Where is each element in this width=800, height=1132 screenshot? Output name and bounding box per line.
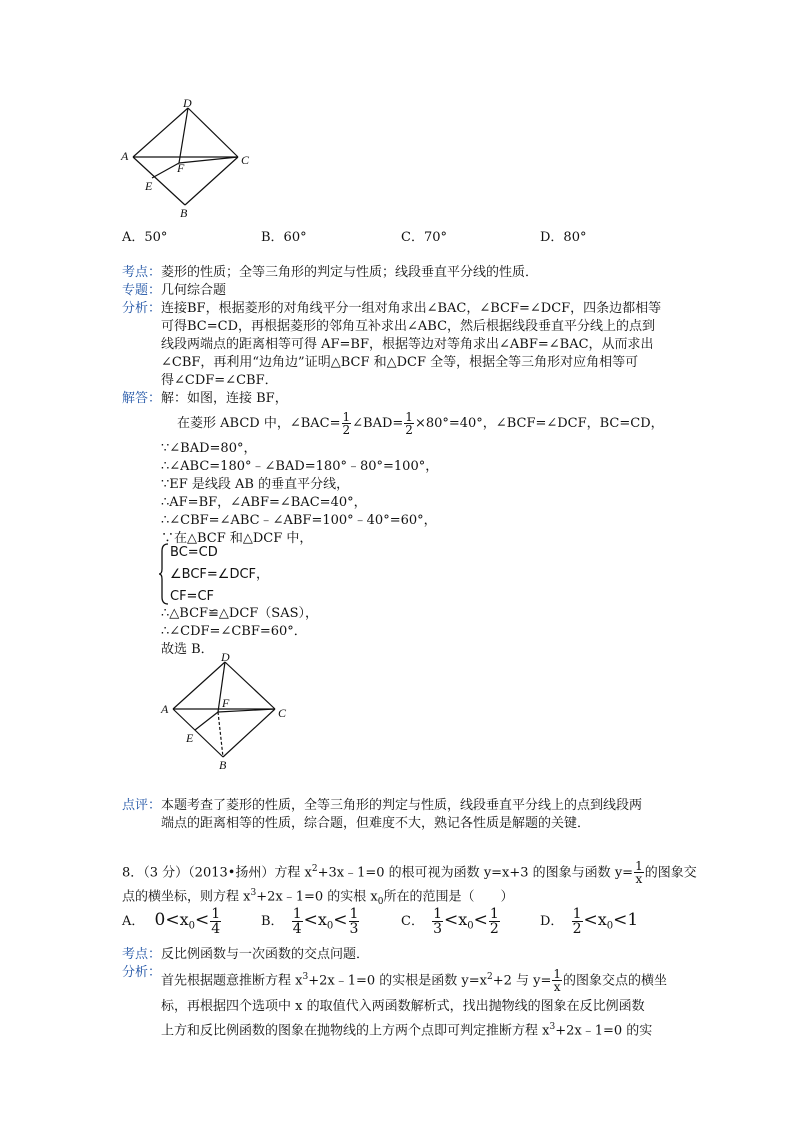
zhuanti — [122, 282, 226, 300]
q8-kaodian-text: 反比例函数与一次函数的交点问题． — [161, 947, 370, 962]
fenxi-line-2: 可得BC=CD，再根据菱形的邻角互补求出∠ABC，然后根据线段垂直平分线上的点到 — [161, 319, 656, 334]
kaodian — [122, 264, 538, 282]
label-e2: E — [186, 731, 194, 745]
step-5: ∴AF=BF，∠ABF=∠BAC=40°， — [161, 495, 367, 510]
system-eq-2: ∠BCF=∠DCF， — [170, 567, 270, 582]
q8-l1b: +3x﹣1=0 的根可视为函数 y=x+3 的图象与函数 y= — [317, 865, 634, 881]
q8-fenxi-line-1: 首先根据题意推断方程 $x^3+2x﹣1=0$ 的实根是函数 $y=x^2+2$ 与 y= $\frac{1}{x}$ 的图象交点的横坐 — [161, 967, 668, 995]
fenxi-line-4: ∠CBF，再利用“边角边”证明△BCF 和△DCF 全等，根据全等三角形对应角相等可 — [161, 355, 639, 370]
label-d2: D — [221, 650, 230, 664]
conclusion-3: 故选 B． — [161, 642, 214, 657]
system-eq-3: CF=CF — [170, 589, 215, 604]
q8-l2b: +2x﹣1=0 的实根 x — [256, 889, 378, 905]
label-e1: E — [145, 179, 153, 193]
jieda-label: 解答： — [122, 391, 162, 406]
label-b2: B — [219, 758, 227, 772]
step-1c: ×80°=40°，∠BCF=∠DCF，BC=CD， — [414, 416, 664, 431]
sup-2: 2 — [311, 864, 318, 874]
q8-line-1 — [122, 856, 697, 886]
jieda-first: 解：如图，连接 BF， — [161, 391, 288, 406]
option-b: B．60° — [261, 230, 307, 245]
step-2: ∵∠BAD=80°， — [161, 441, 257, 456]
q8-kaodian — [122, 946, 369, 964]
label-c2: C — [278, 706, 287, 720]
step-1a: 在菱形 ABCD 中，∠BAC= — [177, 416, 341, 431]
q8-option-b: B． $\frac{1}{4}$ $<x_0<$ $\frac{1}{3}$ — [261, 906, 359, 937]
sub-0: 0 — [377, 896, 384, 907]
sup-3: 3 — [250, 888, 257, 898]
step-7: ∵在△BCF 和△DCF 中， — [161, 531, 313, 546]
q8-l2a: 点的横坐标，则方程 x — [122, 889, 251, 905]
label-a2: A — [161, 702, 169, 716]
system-eq-1: BC=CD — [170, 545, 218, 560]
q8-option-d: D． $\frac{1}{2}$ $<x_0<1$ — [540, 906, 639, 937]
q8-l1c: 的图象交 — [644, 865, 697, 881]
option-c: C．70° — [401, 230, 447, 245]
conclusion-1: ∴△BCF≌△DCF（SAS）， — [161, 606, 319, 621]
label-b1: B — [180, 206, 188, 220]
q8-kaodian-label: 考点： — [122, 947, 162, 962]
step-4: ∵EF 是线段 AB 的垂直平分线， — [161, 477, 350, 492]
zhuanti-text: 几何综合题 — [161, 283, 227, 298]
option-d: D．80° — [540, 230, 587, 245]
q8-l2c: 所在的范围是（ ） — [383, 889, 514, 905]
q8-fenxi-label: 分析： — [122, 965, 162, 980]
rhombus-diagram-2 — [155, 650, 295, 772]
label-f2: F — [222, 696, 230, 710]
frac-1-over-x: $\frac{1}{x}$ — [635, 859, 643, 887]
conclusion-2: ∴∠CDF=∠CBF=60°． — [161, 624, 307, 639]
option-a: A．50° — [122, 230, 168, 245]
q8-fenxi-line-2: 标，再根据四个选项中 x 的取值代入两函数解析式，找出抛物线的图象在反比例函数 — [161, 999, 645, 1014]
zhuanti-label: 专题： — [122, 283, 162, 298]
fenxi-line-3: 线段两端点的距离相等可得 AF=BF，根据等边对等角求出∠ABF=∠BAC，从而求出 — [161, 337, 654, 352]
step-1 — [177, 411, 664, 437]
step-6: ∴∠CBF=∠ABC﹣∠ABF=100°﹣40°=60°， — [161, 513, 437, 528]
label-c1: C — [241, 153, 250, 167]
fenxi-line-1: 连接BF，根据菱形的对角线平分一组对角求出∠BAC，∠BCF=∠DCF，四条边都相等 — [161, 301, 662, 316]
dianping-line-1: 本题考查了菱形的性质，全等三角形的判定与性质，线段垂直平分线上的点到线段两 — [161, 798, 643, 813]
label-d1: D — [183, 98, 192, 110]
fenxi-label: 分析： — [122, 301, 162, 316]
fenxi-line-5: 得∠CDF=∠CBF． — [161, 373, 278, 388]
rhombus-diagram-1 — [115, 98, 255, 220]
kaodian-label: 考点： — [122, 265, 162, 280]
system-brace — [158, 543, 170, 605]
frac-half-1: $\frac{1}{2}$ — [342, 410, 351, 437]
frac-1-over-x-2: $\frac{1}{x}$ — [553, 967, 562, 995]
label-f1: F — [177, 161, 185, 175]
q8-l1a: 8．（3 分）（2013•扬州）方程 x — [122, 865, 312, 881]
label-a1: A — [121, 149, 129, 163]
step-3: ∴∠ABC=180°﹣∠BAD=180°﹣80°=100°， — [161, 459, 439, 474]
q8-option-a: A． $0<x_0<$ $\frac{1}{4}$ — [122, 906, 221, 937]
dianping-line-2: 端点的距离相等的性质，综合题，但难度不大，熟记各性质是解题的关键． — [161, 816, 591, 831]
dianping-label: 点评： — [122, 798, 162, 813]
q8-option-c: C． $\frac{1}{3}$ $<x_0<$ $\frac{1}{2}$ — [401, 906, 499, 937]
q8-fenxi-line-3: 上方和反比例函数的图象在抛物线的上方两个点即可判定推断方程 $x^3+2x﹣1=0$ 的实 — [161, 1022, 653, 1039]
step-1b: ∠BAD= — [352, 416, 404, 431]
kaodian-text: 菱形的性质；全等三角形的判定与性质；线段垂直平分线的性质． — [161, 265, 539, 280]
frac-half-2: $\frac{1}{2}$ — [405, 410, 413, 437]
